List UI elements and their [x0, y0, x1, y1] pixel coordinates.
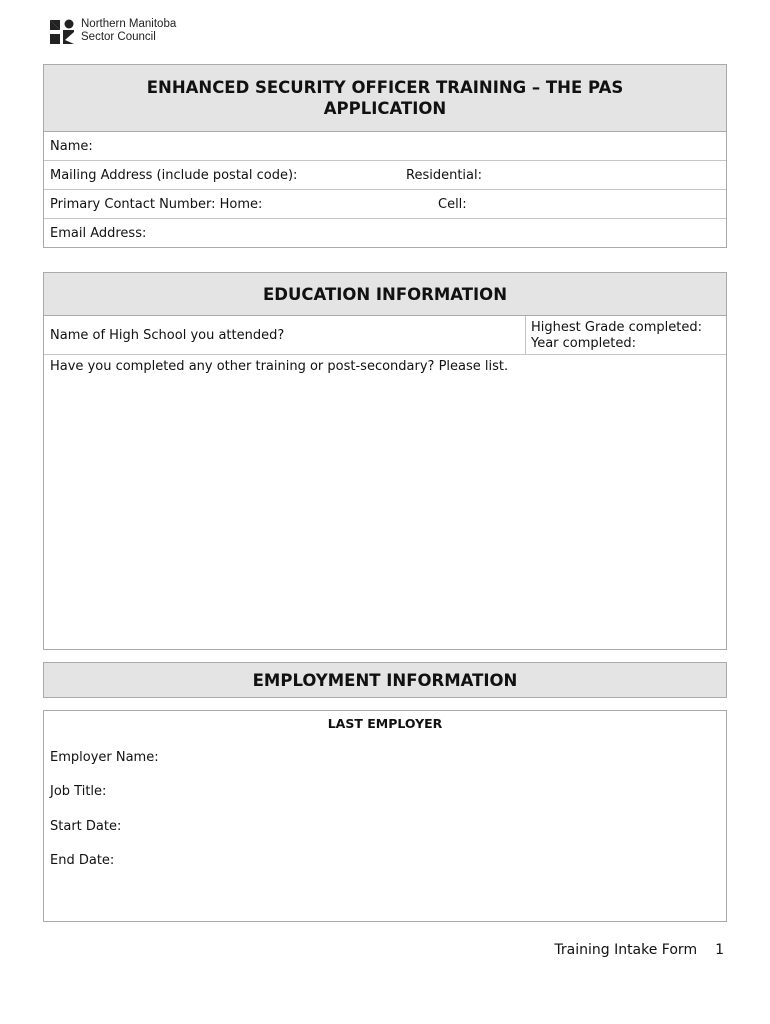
other-training-label: Have you completed any other training or post-secondary? Please list. [50, 359, 509, 374]
form-name: Training Intake Form [554, 942, 698, 958]
name-row[interactable] [44, 132, 726, 161]
year-completed-label: Year completed: [531, 336, 637, 351]
high-school-row[interactable] [44, 316, 726, 355]
logo-text [81, 18, 176, 44]
education-title: EDUCATION INFORMATION [44, 273, 726, 316]
email-row[interactable] [44, 219, 726, 247]
end-date-label[interactable]: End Date: [50, 853, 115, 868]
last-employer-section [43, 710, 727, 922]
education-section [43, 272, 727, 650]
page-number: 1 [715, 942, 724, 958]
start-date-label[interactable]: Start Date: [50, 819, 122, 834]
application-title: ENHANCED SECURITY OFFICER TRAINING – THE PAS APPLICATION [44, 65, 726, 132]
email-label: Email Address: [50, 226, 147, 241]
logo-line-2: Sector Council [81, 31, 156, 43]
logo [48, 16, 208, 50]
sector-council-logo-icon [48, 18, 76, 46]
name-label: Name: [50, 139, 93, 154]
cell-label: Cell: [438, 197, 467, 212]
home-phone-label: Primary Contact Number: Home: [50, 197, 263, 212]
mailing-address-label: Mailing Address (include postal code): [50, 168, 298, 183]
job-title-label[interactable]: Job Title: [50, 784, 107, 799]
column-divider [525, 316, 526, 354]
high-school-label: Name of High School you attended? [50, 328, 285, 343]
highest-grade-label: Highest Grade completed: [531, 320, 702, 335]
last-employer-title: LAST EMPLOYER [327, 716, 443, 731]
employment-title: EMPLOYMENT INFORMATION [43, 662, 727, 698]
grade-info [531, 320, 702, 352]
residential-label: Residential: [406, 168, 482, 183]
other-training-field[interactable] [44, 355, 726, 645]
page-footer [554, 942, 724, 958]
logo-line-1: Northern Manitoba [81, 18, 177, 30]
personal-info-section [43, 64, 727, 248]
phone-row[interactable] [44, 190, 726, 219]
employer-name-label[interactable]: Employer Name: [50, 750, 159, 765]
address-row[interactable] [44, 161, 726, 190]
